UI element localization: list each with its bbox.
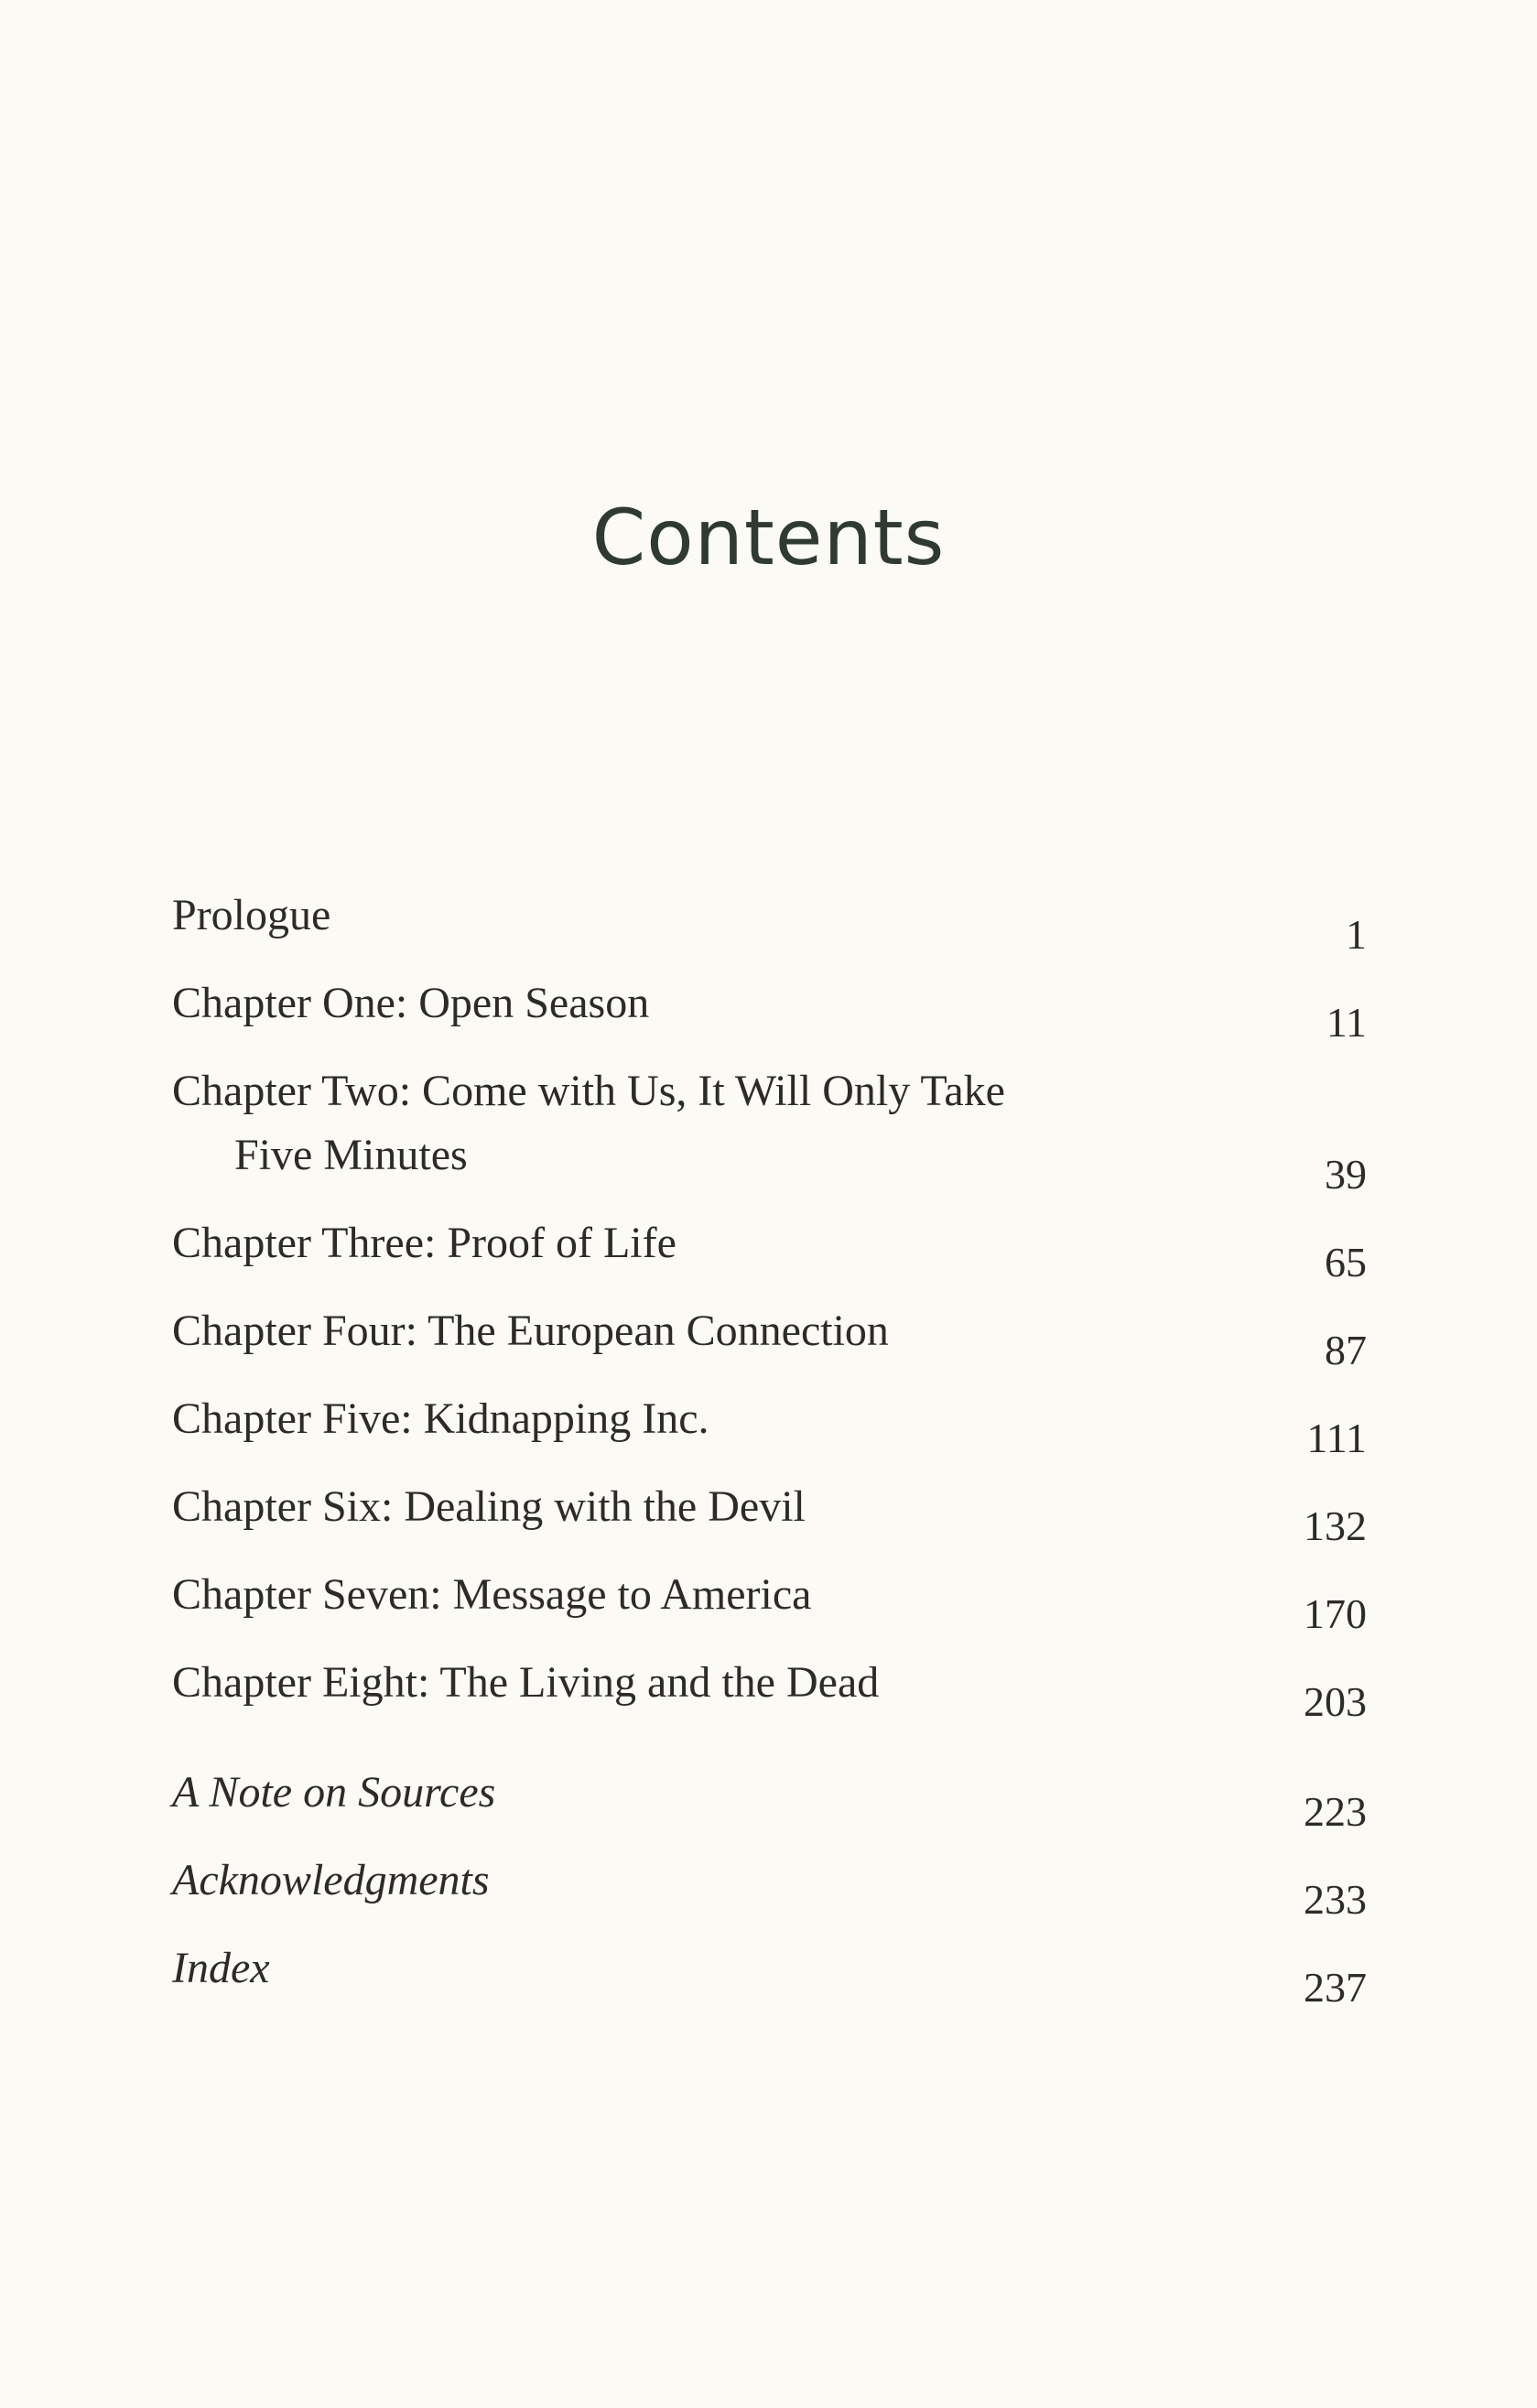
toc-entry-page: 223 (1304, 1788, 1367, 1835)
section-gap (172, 1739, 1367, 1761)
toc-entry-chapter-eight (172, 1651, 1367, 1739)
toc-entry-title: A Note on Sources (172, 1768, 496, 1817)
toc-entry-title: Chapter Seven: Message to America (172, 1570, 812, 1619)
toc-entry-title: Chapter One: Open Season (172, 979, 650, 1027)
toc-entry-page: 233 (1304, 1876, 1367, 1923)
toc-entry-chapter-three (172, 1211, 1367, 1299)
toc-entry-index (172, 1936, 1367, 2024)
toc-entry-note-on-sources (172, 1761, 1367, 1849)
toc-entry-title: Prologue (172, 891, 331, 939)
table-of-contents (172, 884, 1367, 2024)
toc-entry-chapter-two (172, 1059, 1367, 1211)
toc-entry-page: 170 (1304, 1590, 1367, 1637)
toc-entry-prologue (172, 884, 1367, 971)
toc-entry-page: 203 (1304, 1678, 1367, 1725)
page-title: Contents (591, 493, 946, 582)
toc-entry-page: 111 (1306, 1415, 1367, 1461)
toc-entry-chapter-five (172, 1387, 1367, 1475)
toc-entry-page: 39 (1325, 1151, 1367, 1198)
toc-entry-chapter-four (172, 1299, 1367, 1387)
toc-entry-title-line1: Chapter Two: Come with Us, It Will Only Take (172, 1067, 1005, 1115)
toc-entry-acknowledgments (172, 1849, 1367, 1936)
toc-entry-title-line2: Five Minutes (234, 1131, 468, 1179)
toc-entry-title: Chapter Three: Proof of Life (172, 1219, 676, 1267)
toc-entry-title: Chapter Six: Dealing with the Devil (172, 1482, 806, 1531)
toc-entry-title: Chapter Eight: The Living and the Dead (172, 1658, 880, 1707)
toc-entry-page: 65 (1325, 1239, 1367, 1285)
toc-entry-chapter-seven (172, 1563, 1367, 1651)
toc-entry-chapter-one (172, 971, 1367, 1059)
toc-entry-page: 11 (1326, 999, 1367, 1046)
toc-entry-title: Index (172, 1944, 270, 1992)
toc-entry-page: 87 (1325, 1327, 1367, 1373)
toc-entry-title (172, 1059, 1115, 1188)
toc-entry-page: 1 (1346, 911, 1367, 958)
toc-entry-page: 132 (1304, 1502, 1367, 1549)
toc-entry-page: 237 (1304, 1964, 1367, 2011)
toc-entry-title: Chapter Five: Kidnapping Inc. (172, 1394, 709, 1443)
toc-entry-chapter-six (172, 1475, 1367, 1563)
toc-entry-title: Acknowledgments (172, 1856, 490, 1904)
toc-entry-title: Chapter Four: The European Connection (172, 1307, 889, 1355)
